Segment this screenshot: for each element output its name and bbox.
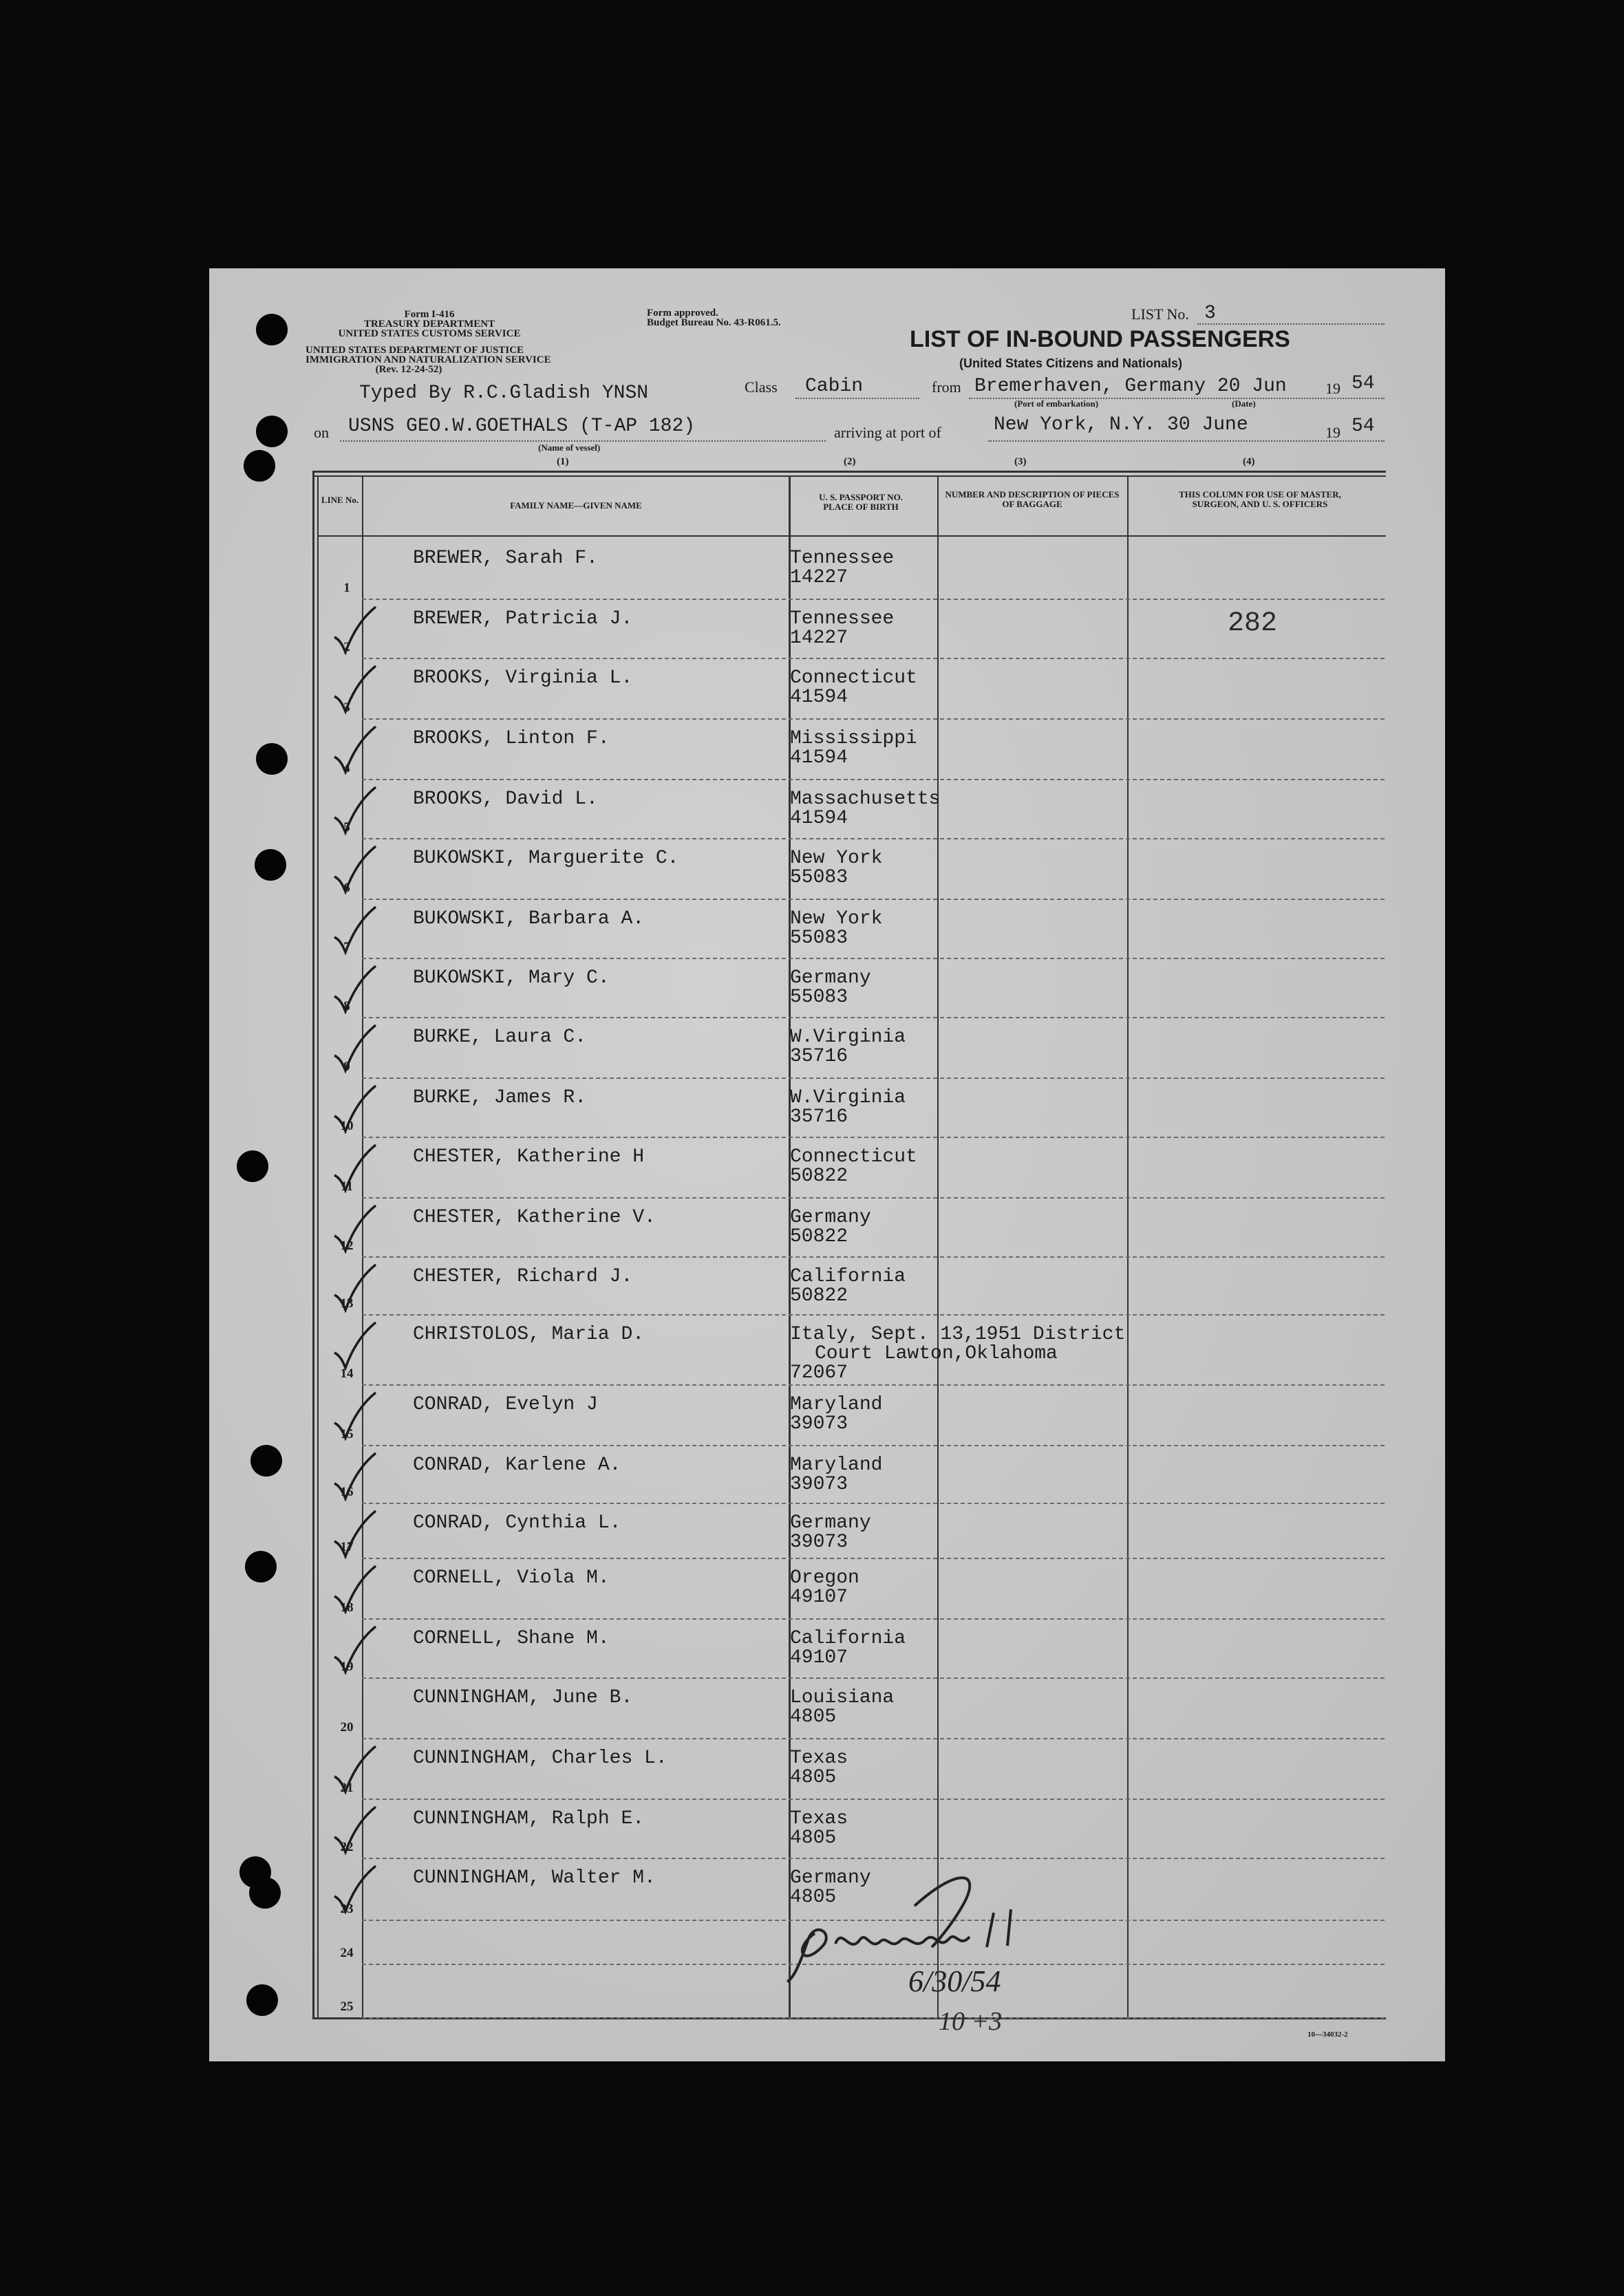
passport-number: 41594 xyxy=(790,808,848,829)
col-num-1: (1) xyxy=(557,456,569,467)
punch-hole xyxy=(250,1445,282,1477)
table-left-border-inner xyxy=(317,475,319,2019)
row-rule xyxy=(362,899,1385,900)
passenger-name: BREWER, Patricia J. xyxy=(413,608,633,630)
place-of-birth: Germany xyxy=(790,1207,871,1228)
from-year-prefix: 19 xyxy=(1325,380,1340,397)
signature-date: 6/30/54 xyxy=(908,1964,1001,1998)
passenger-name: CHESTER, Katherine V. xyxy=(413,1207,656,1228)
checkmark-icon xyxy=(332,665,377,714)
list-no-line xyxy=(1197,323,1385,325)
row-rule xyxy=(362,958,1385,959)
row-rule xyxy=(362,1197,1385,1199)
date-caption: (Date) xyxy=(1232,398,1256,409)
passenger-name: CHESTER, Richard J. xyxy=(413,1266,633,1287)
place-of-birth: Maryland xyxy=(790,1394,883,1415)
line-number: 10 xyxy=(340,1119,354,1133)
checkmark-icon xyxy=(332,1144,377,1193)
arrival-year-prefix: 19 xyxy=(1325,424,1340,441)
passenger-name: CUNNINGHAM, Walter M. xyxy=(413,1867,656,1889)
passport-number: 4805 xyxy=(790,1887,837,1908)
passenger-name: BUKOWSKI, Mary C. xyxy=(413,967,610,989)
passport-number: 4805 xyxy=(790,1767,837,1788)
passenger-name: BROOKS, David L. xyxy=(413,788,598,810)
passport-number: 4805 xyxy=(790,1827,837,1849)
col-header-passport: U. S. PASSPORT NO. PLACE OF BIRTH xyxy=(819,492,903,512)
passenger-name: BREWER, Sarah F. xyxy=(413,548,598,569)
arrival-year: 54 xyxy=(1351,416,1375,437)
line-number: 1 xyxy=(343,581,350,595)
form-number: Form I-416 xyxy=(404,309,455,320)
passport-number: 50822 xyxy=(790,1226,848,1247)
place-of-birth: Mississippi xyxy=(790,728,917,749)
checkmark-icon xyxy=(332,1865,377,1914)
row-rule xyxy=(362,1799,1385,1800)
row-rule xyxy=(362,1677,1385,1679)
form-header-block xyxy=(299,310,560,339)
punch-hole xyxy=(256,416,288,447)
table-top-border-inner xyxy=(312,475,1386,477)
row-rule xyxy=(362,1738,1385,1739)
line-number: 21 xyxy=(340,1781,354,1795)
punch-hole xyxy=(237,1150,268,1182)
col-header-line-no: LINE No. xyxy=(321,495,359,505)
col-num-2: (2) xyxy=(844,456,856,467)
checkmark-icon xyxy=(332,1510,377,1559)
passenger-name: CONRAD, Karlene A. xyxy=(413,1455,621,1476)
passenger-name: CHRISTOLOS, Maria D. xyxy=(413,1324,645,1345)
line-number: 13 xyxy=(340,1296,354,1311)
place-of-birth: Massachusetts xyxy=(790,788,941,810)
passenger-name: BROOKS, Virginia L. xyxy=(413,667,633,689)
budget-block xyxy=(647,308,781,328)
passport-number: 39073 xyxy=(790,1413,848,1435)
form-header-block-2 xyxy=(306,345,551,375)
line-number: 4 xyxy=(343,761,350,775)
place-of-birth: Connecticut xyxy=(790,1146,917,1168)
row-rule xyxy=(362,1384,1385,1386)
checkmark-icon xyxy=(332,965,377,1014)
from-label: from xyxy=(932,378,961,396)
on-label: on xyxy=(314,424,329,441)
line-number: 5 xyxy=(343,820,350,835)
vessel-line xyxy=(340,440,826,442)
passenger-name: CONRAD, Cynthia L. xyxy=(413,1512,621,1534)
signature-note: 10 +3 xyxy=(939,2007,1003,2036)
dept-immigration: IMMIGRATION AND NATURALIZATION SERVICE xyxy=(306,354,551,365)
passenger-name: CUNNINGHAM, Charles L. xyxy=(413,1748,667,1769)
table-top-border xyxy=(312,471,1386,473)
row-rule xyxy=(362,1445,1385,1446)
punch-hole xyxy=(244,450,275,482)
row-rule xyxy=(362,1503,1385,1504)
row-rule xyxy=(362,1858,1385,1859)
passenger-name: BUKOWSKI, Marguerite C. xyxy=(413,848,679,869)
checkmark-icon xyxy=(332,1204,377,1254)
line-number: 17 xyxy=(340,1540,354,1554)
row-rule xyxy=(362,1558,1385,1559)
line-number: 22 xyxy=(340,1840,354,1854)
checkmark-icon xyxy=(332,786,377,835)
col-header-officers: THIS COLUMN FOR USE OF MASTER, SURGEON, AND U. S. OFFICERS xyxy=(1179,489,1341,509)
header-bottom-line xyxy=(317,535,1386,537)
checkmark-icon xyxy=(332,1084,377,1134)
list-no-label: LIST No. xyxy=(1131,305,1189,323)
from-value: Bremerhaven, Germany 20 Jun xyxy=(974,376,1287,397)
place-of-birth: W.Virginia xyxy=(790,1087,906,1108)
budget-bureau: Budget Bureau No. 43-R061.5. xyxy=(647,317,781,328)
passport-number: 55083 xyxy=(790,927,848,949)
punch-hole xyxy=(256,743,288,775)
checkmark-icon xyxy=(332,905,377,955)
line-number: 3 xyxy=(343,700,350,715)
passenger-name: CUNNINGHAM, Ralph E. xyxy=(413,1808,645,1830)
checkmark-icon xyxy=(332,1625,377,1675)
row-rule xyxy=(362,1256,1385,1258)
row-rule xyxy=(362,599,1385,600)
punch-hole xyxy=(246,1984,278,2016)
port-embark-caption: (Port of embarkation) xyxy=(1014,398,1099,409)
line-number: 16 xyxy=(340,1485,354,1499)
col-num-3: (3) xyxy=(1014,456,1027,467)
row-rule xyxy=(362,1077,1385,1079)
row-rule xyxy=(362,838,1385,839)
passport-number: 4805 xyxy=(790,1706,837,1728)
passenger-name: CONRAD, Evelyn J xyxy=(413,1394,598,1415)
checkmark-icon xyxy=(332,845,377,894)
arrival-line xyxy=(988,440,1385,442)
vessel-caption: (Name of vessel) xyxy=(538,442,601,453)
footer-code: 10—34032-2 xyxy=(1307,2030,1348,2039)
place-of-birth-continued: Court Lawton,Oklahoma xyxy=(815,1343,1058,1364)
class-label: Class xyxy=(745,378,778,396)
col-divider-baggage xyxy=(1127,475,1129,2019)
from-year: 54 xyxy=(1351,373,1375,394)
dept-justice: UNITED STATES DEPARTMENT OF JUSTICE xyxy=(306,345,524,356)
place-of-birth: Oregon xyxy=(790,1567,859,1589)
passport-number: 72067 xyxy=(790,1362,848,1384)
row-rule xyxy=(362,1017,1385,1018)
place-of-birth: Texas xyxy=(790,1808,848,1830)
passport-number: 14227 xyxy=(790,567,848,588)
row-rule xyxy=(362,658,1385,659)
checkmark-icon xyxy=(332,1321,377,1371)
class-line xyxy=(795,398,919,399)
place-of-birth: Texas xyxy=(790,1748,848,1769)
line-number: 2 xyxy=(343,640,350,654)
typed-by: Typed By R.C.Gladish YNSN xyxy=(359,383,649,404)
place-of-birth: Tennessee xyxy=(790,608,895,630)
passport-number: 49107 xyxy=(790,1647,848,1669)
line-number: 12 xyxy=(340,1238,354,1253)
line-number: 7 xyxy=(343,940,350,954)
passenger-name: BUKOWSKI, Barbara A. xyxy=(413,908,645,930)
line-number: 11 xyxy=(341,1179,353,1194)
checkmark-icon xyxy=(332,1745,377,1794)
line-number: 23 xyxy=(340,1902,354,1916)
row-rule xyxy=(362,779,1385,780)
line-number: 25 xyxy=(340,1999,354,2014)
place-of-birth: Italy, Sept. 13,1951 District xyxy=(790,1324,1126,1345)
checkmark-icon xyxy=(332,1452,377,1501)
line-number: 15 xyxy=(340,1427,354,1441)
place-of-birth: W.Virginia xyxy=(790,1027,906,1048)
passport-number: 14227 xyxy=(790,627,848,649)
punch-hole xyxy=(249,1877,281,1909)
col-header-name: FAMILY NAME—GIVEN NAME xyxy=(510,500,642,511)
passenger-list-sheet xyxy=(209,268,1445,2061)
passport-number: 35716 xyxy=(790,1046,848,1067)
punch-hole xyxy=(256,314,288,345)
place-of-birth: Connecticut xyxy=(790,667,917,689)
dept-treasury: TREASURY DEPARTMENT xyxy=(363,319,495,330)
col-num-4: (4) xyxy=(1243,456,1255,467)
place-of-birth: Tennessee xyxy=(790,548,895,569)
row-rule xyxy=(362,1137,1385,1138)
checkmark-icon xyxy=(332,1805,377,1855)
passport-number: 39073 xyxy=(790,1474,848,1495)
line-number: 20 xyxy=(340,1720,354,1735)
line-number: 9 xyxy=(343,1060,350,1074)
place-of-birth: Germany xyxy=(790,967,871,989)
row-rule xyxy=(362,718,1385,720)
place-of-birth: New York xyxy=(790,908,883,930)
passenger-name: BROOKS, Linton F. xyxy=(413,728,610,749)
line-number: 14 xyxy=(340,1366,354,1381)
arriving-label: arriving at port of xyxy=(834,424,941,441)
arrival-value: New York, N.Y. 30 June xyxy=(994,414,1248,436)
class-value: Cabin xyxy=(805,376,864,397)
passport-number: 35716 xyxy=(790,1106,848,1128)
place-of-birth: Maryland xyxy=(790,1455,883,1476)
form-revision: (Rev. 12-24-52) xyxy=(375,364,442,375)
table-left-border xyxy=(312,471,314,2019)
list-no-value: 3 xyxy=(1204,303,1216,324)
line-number: 24 xyxy=(340,1946,354,1960)
passport-number: 49107 xyxy=(790,1587,848,1608)
place-of-birth: New York xyxy=(790,848,883,869)
passport-number: 41594 xyxy=(790,687,848,708)
checkmark-icon xyxy=(332,605,377,655)
checkmark-icon xyxy=(332,1565,377,1614)
passport-number: 41594 xyxy=(790,747,848,769)
passenger-name: CORNELL, Shane M. xyxy=(413,1628,610,1649)
passenger-name: CHESTER, Katherine H xyxy=(413,1146,645,1168)
checkmark-icon xyxy=(332,725,377,775)
place-of-birth: Germany xyxy=(790,1867,871,1889)
place-of-birth: California xyxy=(790,1266,906,1287)
place-of-birth: California xyxy=(790,1628,906,1649)
passenger-name: CORNELL, Viola M. xyxy=(413,1567,610,1589)
checkmark-icon xyxy=(332,1263,377,1313)
page-subtitle: (United States Citizens and Nationals) xyxy=(959,356,1183,370)
signature-scrawl xyxy=(773,1865,1090,2023)
vessel-name: USNS GEO.W.GOETHALS (T-AP 182) xyxy=(348,416,696,437)
passenger-name: BURKE, James R. xyxy=(413,1087,587,1108)
passport-number: 39073 xyxy=(790,1532,848,1553)
row-rule xyxy=(362,1618,1385,1620)
passenger-name: BURKE, Laura C. xyxy=(413,1027,587,1048)
checkmark-icon xyxy=(332,1391,377,1441)
col-header-baggage: NUMBER AND DESCRIPTION OF PIECES OF BAGGAGE xyxy=(945,489,1120,509)
passport-number: 50822 xyxy=(790,1166,848,1187)
checkmark-icon xyxy=(332,1024,377,1073)
page-title: LIST OF IN-BOUND PASSENGERS xyxy=(910,326,1290,352)
row-rule xyxy=(362,1314,1385,1316)
passport-number: 55083 xyxy=(790,867,848,888)
line-number: 6 xyxy=(343,881,350,895)
line-number: 8 xyxy=(343,999,350,1013)
col-divider-passport xyxy=(937,475,939,2019)
place-of-birth: Louisiana xyxy=(790,1687,895,1708)
dept-customs: UNITED STATES CUSTOMS SERVICE xyxy=(338,328,521,339)
line-number: 18 xyxy=(340,1600,354,1615)
place-of-birth: Germany xyxy=(790,1512,871,1534)
passenger-name: CUNNINGHAM, June B. xyxy=(413,1687,633,1708)
punch-hole xyxy=(245,1551,277,1582)
form-approved: Form approved. xyxy=(647,308,718,319)
line-number: 19 xyxy=(340,1660,354,1674)
passport-number: 50822 xyxy=(790,1285,848,1307)
punch-hole xyxy=(255,849,286,881)
stamp-number: 282 xyxy=(1228,608,1278,639)
passport-number: 55083 xyxy=(790,987,848,1008)
